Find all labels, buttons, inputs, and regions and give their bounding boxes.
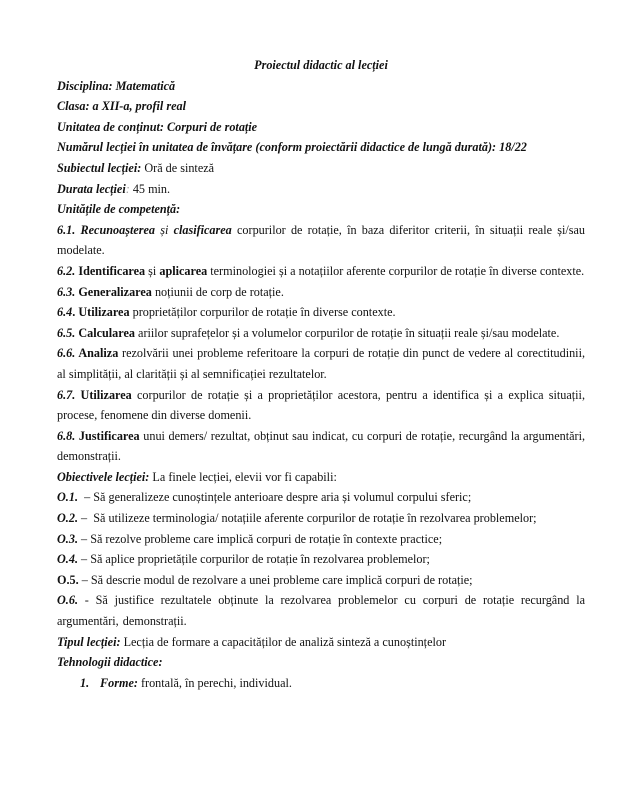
competence-number: 6.3.	[57, 284, 76, 299]
field-class: Clasa: a XII-a, profil real	[57, 99, 186, 114]
competence-text: Calcularea	[75, 325, 135, 340]
technology-item	[57, 673, 585, 694]
lesson-type-value: Lecția de formare a capacităților de analiză sinteză a cunoștințelor	[120, 634, 447, 649]
technology-item-label: Forme:	[100, 675, 138, 690]
competence-text: aplicarea	[159, 263, 208, 278]
field-content-unit: Unitatea de conținut: Corpuri de rotație	[57, 119, 258, 134]
objective-number: O.3.	[57, 531, 78, 546]
competence-text: . Utilizarea	[72, 305, 130, 320]
competence-item	[57, 426, 585, 467]
competence-text: corpurilor de rotație și a proprietăților acestora, pentru a identifica și a explica situații, procese, fenomene din diverse domenii.	[57, 387, 585, 423]
technologies-heading: Tehnologii didactice:	[57, 655, 163, 670]
objectives-list	[57, 487, 590, 631]
objective-number: O.6.	[57, 593, 78, 608]
competences-heading: Unitățile de competență:	[57, 202, 181, 217]
objective-text: – Să descrie modul de rezolvare a unei probleme care implică corpuri de rotație;	[78, 572, 473, 587]
objective-item	[57, 590, 590, 631]
field-lesson-number: Numărul lecției în unitatea de învățare (conform proiectării didactice de lungă durată): 18/22	[57, 140, 527, 155]
competence-text: Generalizarea	[75, 284, 152, 299]
competence-number: 6.8.	[57, 428, 76, 443]
competence-text: clasificarea	[173, 222, 232, 237]
competence-text: proprietăților corpurilor de rotație în diverse contexte.	[129, 305, 396, 320]
competence-item	[57, 302, 585, 323]
lesson-type-label: Tipul lecției:	[57, 634, 121, 649]
competence-text: terminologiei și a notațiilor aferente corpurilor de rotație în diverse contexte.	[207, 263, 585, 278]
competence-item	[57, 343, 585, 384]
subject-label: Subiectul lecției:	[57, 160, 142, 175]
competence-number: 6.4	[57, 305, 73, 320]
objectives-intro	[57, 467, 585, 488]
competence-item	[57, 282, 585, 303]
objective-number: O.4.	[57, 552, 78, 567]
objective-number: O.5.	[57, 572, 79, 587]
competence-item	[57, 220, 585, 261]
competence-text: Utilizarea	[75, 387, 132, 402]
subject-value: Oră de sinteză	[141, 160, 215, 175]
objective-item	[57, 529, 585, 550]
competence-item	[57, 385, 585, 426]
competence-text: corpurilor de rotație, în baza diferitor criterii, în situații reale și/sau modelate.	[57, 222, 585, 258]
technology-item-number: 1.	[80, 675, 90, 690]
objectives-label: Obiectivele lecției:	[57, 469, 150, 484]
objective-text: – Să utilizeze terminologia/ notațiile aferente corpurilor de rotație în rezolvarea problemelor;	[78, 511, 537, 526]
duration-label: Durata lecției	[57, 181, 126, 196]
objective-text: - Să justifice rezultatele obținute la rezolvarea problemelor cu corpuri de rotație recurgând la argumentări, demonstrații.	[57, 593, 590, 629]
objective-number: O.1.	[57, 490, 78, 505]
objective-item	[57, 570, 585, 591]
competence-text: Identificarea	[75, 263, 146, 278]
document-page	[57, 55, 590, 693]
competence-number: 6.5.	[57, 325, 76, 340]
objective-number: O.2.	[57, 511, 78, 526]
objective-text: – Să generalizeze cunoștințele anterioare despre aria și volumul corpului sferic;	[78, 490, 472, 505]
competence-text: rezolvării unei probleme referitoare la corpuri de rotație din punct de vedere al corectitudinii, al simplității, al clarității și al semnificației rezultatelor.	[57, 346, 585, 381]
competence-text: și	[145, 263, 160, 278]
objective-item	[57, 487, 585, 508]
objective-text: – Să rezolve probleme care implică corpuri de rotație în contexte practice;	[78, 531, 443, 546]
field-lesson-type	[57, 632, 585, 653]
competence-item	[57, 323, 585, 344]
document-title: Proiectul didactic al lecției	[254, 58, 388, 72]
competence-text: unui demers/ rezultat, obținut sau indicat, cu corpuri de rotație, recurgând la argumentări, demonstrații.	[57, 428, 586, 464]
field-duration	[57, 179, 585, 200]
competence-text: noțiunii de corp de rotație.	[151, 284, 284, 299]
competence-item	[57, 261, 585, 282]
competence-text: Analiza	[75, 346, 119, 361]
competence-text: și	[154, 222, 174, 237]
objective-text: – Să aplice proprietățile corpurilor de rotație în rezolvarea problemelor;	[78, 552, 430, 567]
competence-number: 6.6.	[57, 346, 76, 361]
objective-item	[57, 549, 585, 570]
objectives-intro-text: La finele lecției, elevii vor fi capabili:	[149, 469, 337, 484]
competence-number: 6.2.	[57, 263, 76, 278]
duration-value: 45 min.	[129, 181, 171, 196]
competence-number: 6.7.	[57, 387, 76, 402]
competences-list	[57, 220, 585, 467]
competence-text: Recunoașterea	[75, 222, 155, 237]
duration-colon: :	[125, 181, 130, 196]
field-discipline: Disciplina: Matematică	[57, 78, 176, 93]
competence-number: 6.1.	[57, 222, 76, 237]
objective-item	[57, 508, 585, 529]
competence-text: Justificarea	[75, 428, 140, 443]
technology-item-value: frontală, în perechi, individual.	[137, 675, 292, 690]
field-subject	[57, 158, 585, 179]
competence-text: ariilor suprafețelor și a volumelor corpurilor de rotație în situații reale și/sau modelate.	[134, 325, 560, 340]
